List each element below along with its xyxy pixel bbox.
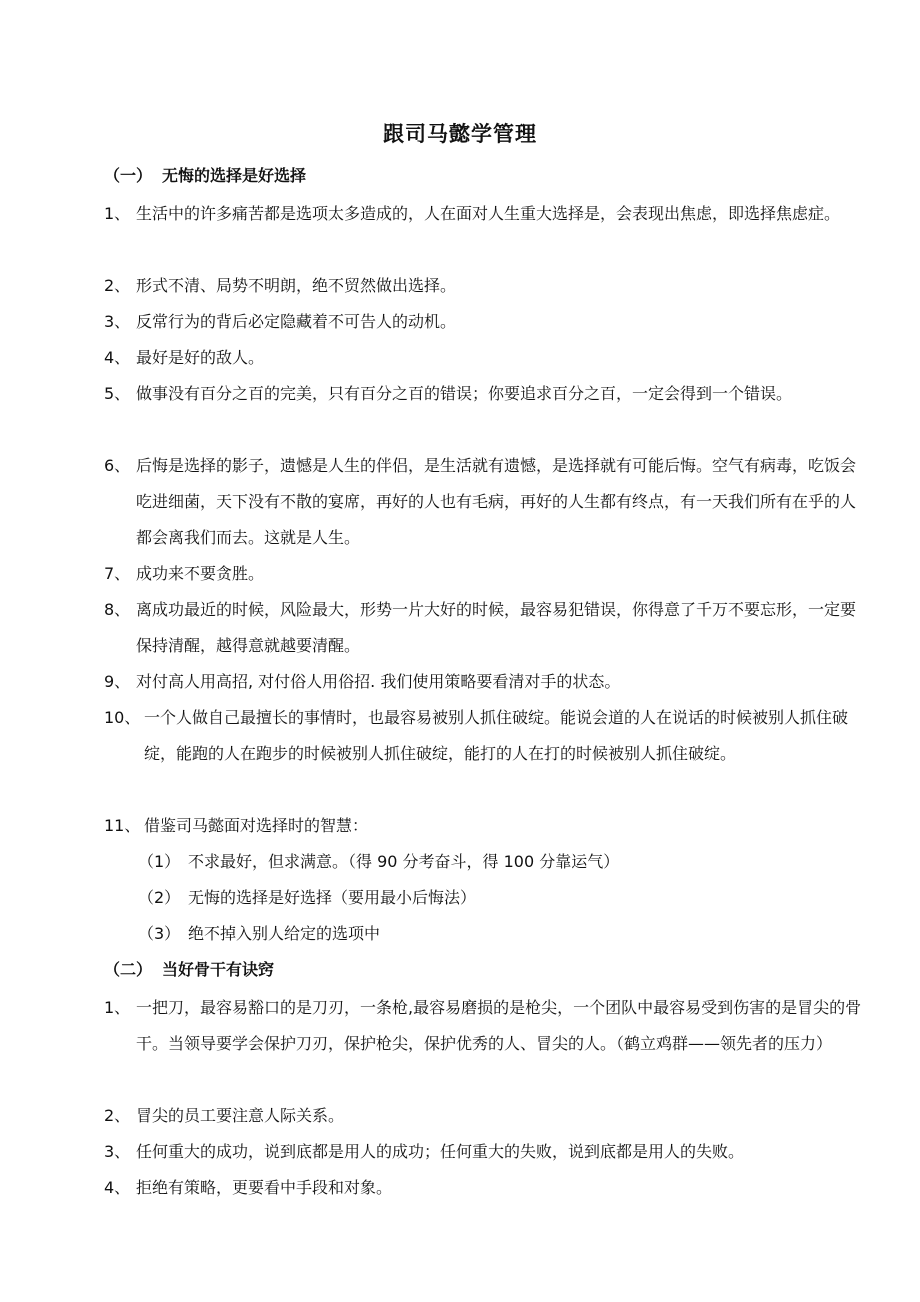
item-number: 6、 [104, 456, 131, 475]
section-label: 无悔的选择是好选择 [162, 166, 307, 185]
list-item [104, 1098, 864, 1134]
item-number: 9、 [104, 672, 131, 691]
section-number: （一） [104, 166, 153, 185]
item-text: 最好是好的敌人。 [136, 348, 265, 367]
item-number: 3、 [104, 1142, 131, 1161]
item-text: 冒尖的员工要注意人际关系。 [136, 1106, 345, 1125]
section-heading-2 [104, 958, 274, 982]
item-text: 形式不清、局势不明朗，绝不贸然做出选择。 [136, 276, 457, 295]
sub-item [138, 886, 476, 910]
item-number: 7、 [104, 564, 131, 583]
sub-item-number: （2） [138, 888, 181, 907]
sub-item [138, 850, 619, 874]
item-number: 1、 [104, 204, 131, 223]
list-item [104, 448, 864, 556]
list-item [104, 990, 864, 1062]
list-item [104, 268, 864, 304]
sub-item-text: 绝不掉入别人给定的选项中 [188, 924, 381, 943]
list-item [104, 376, 864, 412]
item-text: 反常行为的背后必定隐藏着不可告人的动机。 [136, 312, 457, 331]
item-text: 一把刀，最容易豁口的是刀刃，一条枪,最容易磨损的是枪尖，一个团队中最容易受到伤害的是冒尖的骨干。当领导要学会保护刀刃，保护枪尖，保护优秀的人、冒尖的人。（鹤立鸡群——领先者的压力） [136, 998, 862, 1053]
list-item [104, 1134, 864, 1170]
sub-item-number: （1） [138, 852, 181, 871]
item-text: 一个人做自己最擅长的事情时，也最容易被别人抓住破绽。能说会道的人在说话的时候被别人抓住破绽，能跑的人在跑步的时候被别人抓住破绽，能打的人在打的时候被别人抓住破绽。 [144, 708, 849, 763]
item-text: 成功来不要贪胜。 [136, 564, 265, 583]
item-text: 拒绝有策略，更要看中手段和对象。 [136, 1178, 393, 1197]
list-item [104, 196, 864, 232]
item-number: 8、 [104, 600, 131, 619]
sub-item-text: 不求最好，但求满意。（得 90 分考奋斗，得 100 分靠运气） [188, 852, 620, 871]
list-item [104, 1170, 864, 1206]
section-heading-1 [104, 164, 306, 188]
item-text: 任何重大的成功，说到底都是用人的成功；任何重大的失败，说到底都是用人的失败。 [136, 1142, 745, 1161]
sub-item [138, 922, 380, 946]
section-label: 当好骨干有诀窍 [162, 960, 275, 979]
item-number: 10、 [104, 708, 141, 727]
list-item [104, 556, 864, 592]
list-item [104, 592, 864, 664]
item-text: 借鉴司马懿面对选择时的智慧： [144, 816, 369, 835]
item-number: 4、 [104, 348, 131, 367]
list-item [104, 304, 864, 340]
sub-item-text: 无悔的选择是好选择（要用最小后悔法） [188, 888, 477, 907]
item-text: 生活中的许多痛苦都是选项太多造成的，人在面对人生重大选择是，会表现出焦虑，即选择焦虑症。 [136, 204, 841, 223]
item-number: 4、 [104, 1178, 131, 1197]
item-number: 1、 [104, 998, 131, 1017]
item-number: 2、 [104, 1106, 131, 1125]
item-text: 对付高人用高招, 对付俗人用俗招. 我们使用策略要看清对手的状态。 [136, 672, 621, 691]
list-item [104, 700, 864, 772]
list-item [104, 340, 864, 376]
list-item [104, 664, 864, 700]
page-title: 跟司马懿学管理 [383, 122, 537, 146]
item-number: 2、 [104, 276, 131, 295]
item-number: 5、 [104, 384, 131, 403]
item-text: 做事没有百分之百的完美，只有百分之百的错误；你要追求百分之百，一定会得到一个错误。 [136, 384, 793, 403]
sub-item-number: （3） [138, 924, 181, 943]
item-number: 3、 [104, 312, 131, 331]
item-number: 11、 [104, 816, 141, 835]
section-number: （二） [104, 960, 153, 979]
item-text: 后悔是选择的影子，遗憾是人生的伴侣，是生活就有遗憾，是选择就有可能后悔。空气有病毒，吃饭会吃进细菌，天下没有不散的宴席，再好的人也有毛病，再好的人生都有终点，有一天我们所有在乎的人都会离我们而去。这就是人生。 [136, 456, 857, 547]
list-item [104, 808, 864, 844]
item-text: 离成功最近的时候，风险最大，形势一片大好的时候，最容易犯错误，你得意了千万不要忘形，一定要保持清醒，越得意就越要清醒。 [136, 600, 857, 655]
